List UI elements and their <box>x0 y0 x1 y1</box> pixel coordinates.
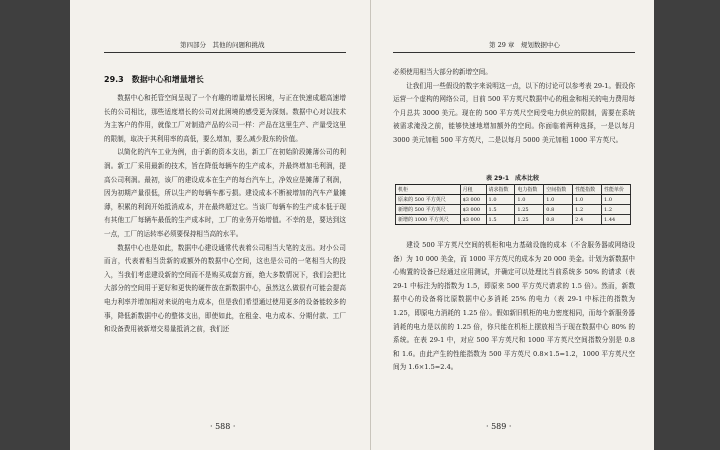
paragraph: 必须使用相当大部分的新增空间。 <box>393 68 492 76</box>
table-cell: $3 000 <box>460 215 486 225</box>
table-header-row <box>396 185 631 195</box>
header-rule-right <box>393 52 635 53</box>
table-cell: $3 000 <box>460 195 486 205</box>
table-cell: 1.0 <box>602 195 631 205</box>
table-cell: 0.8 <box>544 205 573 215</box>
table-cell: 2.4 <box>573 215 602 225</box>
page-number-right: · 589 · <box>486 422 512 431</box>
column-header: 性能单价 <box>602 185 631 195</box>
paragraph: 数据中心和托管空间呈现了一个有趣的增量增长困境，与正在快速成超高速增长的公司相比，那些适度增长的公司对此困境的感受更为深刻。数据中心对以技术为主客户的作用，就像工厂对制造产品的公司一样：产品在这里生产、产量受这里的限制，取决于其利用率的高低，要么增加，要么减少股东的价值。 <box>104 94 346 143</box>
table-cell: 1.0 <box>544 195 573 205</box>
column-header: 机柜 <box>396 185 461 195</box>
table-cell: 1.25 <box>515 205 544 215</box>
left-page <box>70 0 370 450</box>
table-cell: 1.0 <box>573 195 602 205</box>
table-row <box>396 215 631 225</box>
left-body-text <box>104 92 346 337</box>
column-header: 性能指数 <box>573 185 602 195</box>
page-number-left: · 588 · <box>210 422 236 431</box>
table-cell: $3 000 <box>460 205 486 215</box>
running-head-left: 第四部分 其他的问题和挑战 <box>180 41 265 49</box>
running-head-right: 第 29 章 规划数据中心 <box>489 41 560 49</box>
table-row <box>396 205 631 215</box>
table-cell: 1.5 <box>486 215 515 225</box>
right-page <box>370 0 654 450</box>
table-cell: 原来的 500 平方英尺 <box>396 195 461 205</box>
cost-comparison-table <box>395 184 631 225</box>
table-cell: 新增的 1000 平方英尺 <box>396 215 461 225</box>
column-header: 电力指数 <box>515 185 544 195</box>
table-cell: 0.8 <box>544 215 573 225</box>
table-cell: 1.44 <box>602 215 631 225</box>
table-cell: 1.0 <box>515 195 544 205</box>
paragraph: 数据中心也是如此，数据中心建设通常代表着公司相当大笔的支出。对小公司而言，代表着相当贵新的或额外的数据中心空间，这也是公司的一笔相当大的投入，当我们考虑建设新的空间而不是购买成套方面，绝大多数情况下，我们会把比大部分的空间用于更好和更快的硬件放在新数据中心，虽然这么做很有可能会提高电力利率并增加相对来说的电力成本，但是我们希望通过使用更多的设备能较多的事，降低新数据中心的整体支出，即使如此，在租金、电力成本、分期付款、工厂和设备费用被新增交易量抵消之前，我们还 <box>104 243 346 334</box>
table-caption: 表 29-1 成本比较 <box>485 175 540 182</box>
right-body-text-top <box>393 66 635 148</box>
table-cell: 1.25 <box>515 215 544 225</box>
column-header: 空间指数 <box>544 185 573 195</box>
table-cell: 新增的 500 平方英尺 <box>396 205 461 215</box>
section-title: 29.3 数据中心和增量增长 <box>104 75 204 84</box>
paragraph: 让我们用一些假设的数字来说明这一点，以下的讨论可以参考表 29-1。假设你运营一个虚构的网络公司，目前 500 平方英尺数据中心的租金和相关的电力费用每个月总共 3000 美元。现在的 500 平方英尺空间受电力供应的限制，需要在系统被需求淹没之前，能够快速地增加额外的空间。你面临着两种选择，一是以每月 3000 美元加租 500 平方英尺，二是以每月 5000 美元加租 1000 平方英尺。 <box>393 81 635 144</box>
table-cell: 1.2 <box>573 205 602 215</box>
column-header: 月租 <box>460 185 486 195</box>
column-header: 请求指数 <box>486 185 515 195</box>
table-cell: 1.2 <box>602 205 631 215</box>
table-row <box>396 195 631 205</box>
header-rule-left <box>104 52 346 53</box>
paragraph: 以简化的汽车工业为例，由于新的资本支出，新工厂在初始阶段摊薄公司的利润。新工厂采用最新的技术，旨在降低每辆车的生产成本，并最终增加毛利润，提高公司利润。最初，该厂的建设成本在生产的每台汽车上，净效应是摊薄了利润，因为初期产量很低，所以生产的每辆车都亏损。建设成本不断被增加的汽车产量摊薄，积累的利润开始抵消成本，并在最终超过它。当该厂每辆车的生产成本低于现有其他工厂每辆车最低的生产成本时，工厂的业务开始增值。不幸的是，要达到这一点，工厂的运转率必须要保持相当高的水平。 <box>104 148 346 238</box>
table-cell: 1.0 <box>486 195 515 205</box>
right-body-text-bottom <box>393 239 635 375</box>
paragraph: 建设 500 平方英尺空间的机柜和电力基础设施的成本（不含服务器或网络设备）为 10 000 美金，而 1000 平方英尺的成本为 20 000 美金。计划为新数据中心购置的设备已经通过应用测试，并确定可以处理比当前系统多 50% 的请求（表 29-1 中标注为的指数为 1.5，即原来 500 平方英尺请求的 1.5 倍）。然而，新数据中心的设备将比原数据中心多消耗 25% 的电力（表 29-1 中标注的指数为 1.25，即原电力消耗的 1.25 倍）。假如新旧机柜的电力密度相同，而每个新服务器消耗的电力是以前的 1.25 倍，你只能在机柜上摆放相当于现在数据中心 80% 的系统。在表 29-1 中，对应 500 平方英尺和 1000 平方英尺空间指数分别是 0.8 和 1.6。由此产生的性能指数为 500 平方英尺 0.8×1.5=1.2，1000 平方英尺空间为 1.6×1.5=2.4。 <box>393 241 635 372</box>
table-cell: 1.5 <box>486 205 515 215</box>
